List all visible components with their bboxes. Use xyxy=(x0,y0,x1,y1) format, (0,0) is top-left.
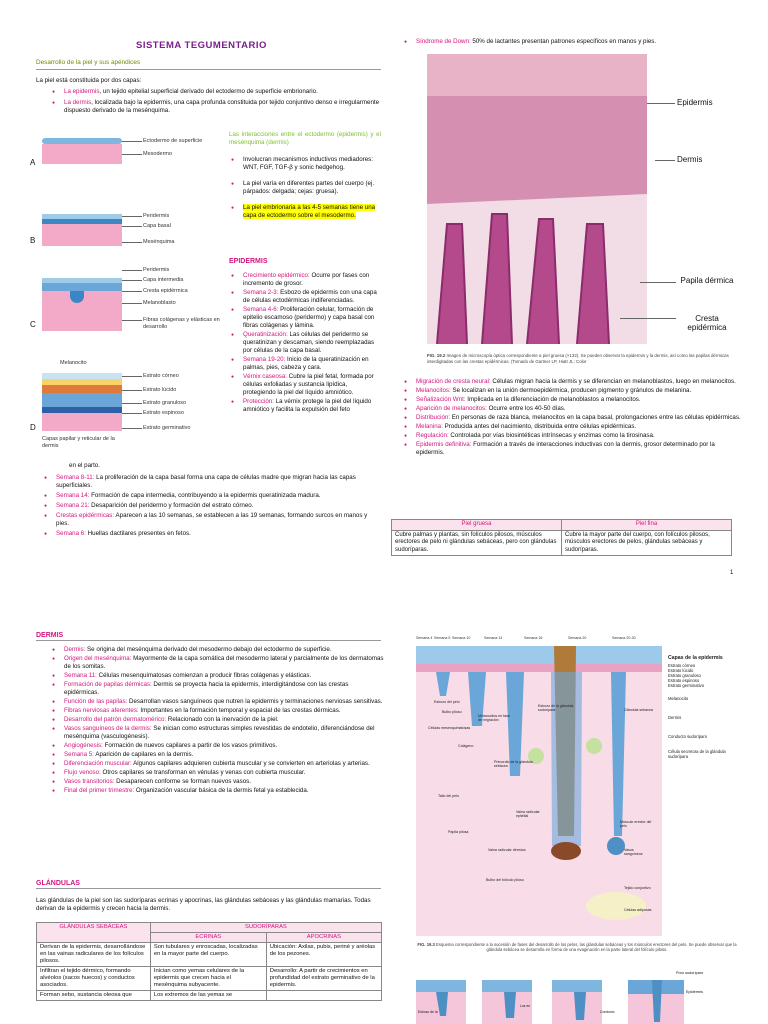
table-row xyxy=(37,967,382,991)
table-cell: Cubre la mayor parte del cuerpo, con folículos pilosos, músculos erectores de pelos, glándulas sebáceas y sudoríparas. xyxy=(562,530,732,556)
figure-label: Conducto sudoríparo xyxy=(668,734,708,739)
list-item: ● La piel varía en diferentes partes del cuerpo (ej. párpados: delgada; cejas: gruesa). xyxy=(229,180,381,196)
page-2 xyxy=(0,592,768,1024)
figure-label: Melanocito xyxy=(668,696,689,701)
list-item: ● Origen del mesénquima: Mayormente de la capa somática del mesodermo lateral y parcialmente de los dermatomas de los somitas. xyxy=(50,655,384,671)
diagram-label: Cresta epidérmica xyxy=(143,288,188,294)
table-cell xyxy=(266,991,381,1001)
interactions-title: Las interacciones entre el ectodermo (epidermis) y el mesénquima (dermis) xyxy=(229,131,381,146)
gland-development-figure xyxy=(416,972,686,1024)
list-item: ● Semana 11: Células mesenquimatosas comienzan a producir fibras colágenas y elásticas. xyxy=(50,672,384,680)
list-item: ● Vasos sanguíneos de la dermis: Se inician como estructuras simples revestidas de endotelio, diferenciándose del mesénquima (vasculogénesis). xyxy=(50,725,384,741)
diagram-letter: C xyxy=(30,320,36,329)
micrograph-caption: FIG. 19.2 Imagen de microscopía óptica correspondiente a piel gruesa (×132). Se pueden observar la epidermis y la dermis, así como las papilas dérmicas interdigitadas con las crestas epidérmicas. (Tomado de Gartner LP, Hiatt JL: Color xyxy=(427,353,729,364)
layers-list xyxy=(50,88,380,118)
week-label: Semana 20 xyxy=(568,636,587,640)
table-cell: Son tubulares y enroscadas, localizadas en la mayor parte del cuerpo. xyxy=(150,943,266,967)
diagram-label: Estrato germinativo xyxy=(143,425,191,431)
table-cell: Cubre palmas y plantas, sin folículos pilosos, músculos erectores de pelo ni glándulas sebáceas, pero con glándulas sudoríparas. xyxy=(392,530,562,556)
list-item: ● Flujo venoso: Otros capilares se transforman en vénulas y venas con cubierta muscular. xyxy=(50,769,384,777)
intro-text: La piel está constituida por dos capas: xyxy=(36,77,142,84)
list-item: ● Crestas epidérmicas: Aparecen a las 10 semanas, se establecen a las 19 semanas, formando surcos en manos y pies. xyxy=(42,512,382,528)
section-subtitle: Desarrollo de la piel y sus apéndices xyxy=(36,59,141,66)
divider xyxy=(36,640,381,641)
figure-label: Glándula sebácea xyxy=(624,708,653,712)
figure-label: Melanocitos en fase de migración xyxy=(478,714,510,723)
interactions-list xyxy=(229,156,381,223)
table-cell: Ubicación: Axilas, pubis, periné y aréolas de los pezones. xyxy=(266,943,381,967)
page-number: 1 xyxy=(730,570,734,576)
figure-label: Vasos sanguíneos xyxy=(624,848,643,857)
figure-label: Tallo del pelo xyxy=(438,794,459,798)
figure-label: Células adiposas xyxy=(624,908,652,912)
list-item: ● Vérnix caseosa: Cubre la piel fetal, formada por células exfoliadas y sustancia lipídica, protegiendo la piel del líquido amniótico. xyxy=(229,373,381,397)
list-item: ● Semana 21: Desaparición del peridermo y formación del estrato córneo. xyxy=(42,502,382,510)
list-item: ● Epidermis definitiva: Formación a través de interacciones inductivas con la dermis, grosor determinado por la epidermis. xyxy=(402,441,742,457)
diagram-label: Estrato granuloso xyxy=(143,400,187,406)
list-item: ● Síndrome de Down: 50% de lactantes presentan patrones específicos en manos y pies. xyxy=(402,38,742,46)
dermis-list xyxy=(50,646,384,796)
week-label: Semana 10 xyxy=(452,636,471,640)
list-item: ● Fibras nerviosas aferentes: Importantes en la formación temporal y espacial de las crestas dérmicas. xyxy=(50,707,384,715)
hair-figure-caption: FIG. 19.3 Esquema correspondiente a la sucesión de fases del desarrollo de los pelos, las glándulas sebáceas y los músculos erectores del pelo. Se puede observar que la glándula sebácea se desarrolla en forma de una evaginación en la parte lateral del folículo piloso. xyxy=(417,942,737,953)
glands-table xyxy=(36,922,382,1001)
page-title: SISTEMA TEGUMENTARIO xyxy=(136,40,267,51)
week-labels xyxy=(416,636,662,640)
continued-text: en el parto. xyxy=(69,462,100,469)
figure-label: Capas de la epidermis xyxy=(668,655,723,661)
list-item: ● Distribución: En personas de raza blanca, melanocitos en la capa basal, prolongaciones entre las células epidérmicas. xyxy=(402,414,742,422)
table-header: GLÁNDULAS SEBÁCEAS xyxy=(37,923,151,943)
table-cell: Derivan de la epidermis, desarrollándose en las vainas radiculares de los folículos pilosos. xyxy=(37,943,151,967)
figure-label: Músculo erector del pelo xyxy=(620,820,652,829)
list-item: ● Semana 6: Huellas dactilares presentes en fetos. xyxy=(42,530,382,538)
week-label: Semana 16 xyxy=(524,636,543,640)
diagram-letter: D xyxy=(30,423,36,432)
table-header: ECRINAS xyxy=(150,933,266,943)
micrograph-image xyxy=(427,54,647,344)
diagram-label: Melanoblasto xyxy=(143,300,176,306)
figure-label: Estrato córneo xyxy=(668,663,696,668)
table-cell: Los extremos de las yemas se xyxy=(150,991,266,1001)
diagram-label: Capa basal xyxy=(143,223,171,229)
list-item: ● Semana 14: Formación de capa intermedia, contribuyendo a la epidermis queratinizada madura. xyxy=(42,492,382,500)
figure-label: Esbozo del pelo xyxy=(434,700,460,704)
list-item: ● Vasos transitorios: Desaparecen conforme se forman nuevos vasos. xyxy=(50,778,384,786)
list-item: ● Angiogénesis: Formación de nuevos capilares a partir de los vasos primitivos. xyxy=(50,742,384,750)
diagram-label: Estrato espinoso xyxy=(143,410,184,416)
figure-label: Dermis xyxy=(668,715,682,720)
glands-intro: Las glándulas de la piel son las sudoríparas ecrinas y apocrinas, las glándulas sebáceas y las glándulas mamarias. Todas derivan de la epidermis y crecen hacia la dermis. xyxy=(36,897,371,912)
diagram-label: Ectodermo de superficie xyxy=(143,138,203,144)
list-item: ● La epidermis, un tejido epitelial superficial derivado del ectodermo de superficie embrionario. xyxy=(50,88,380,96)
diagram-label: Mesodermo xyxy=(143,151,173,157)
list-item: ● Función de las papilas: Desarrollan vasos sanguíneos que nutren la epidermis y terminaciones nerviosas sensitivas. xyxy=(50,698,384,706)
diagram-label: Estrato lúcido xyxy=(143,387,177,393)
list-item: ● Semana 19-20: Inicio de la queratinización en palmas, pies, cabeza y cara. xyxy=(229,356,381,372)
list-item: ● Crecimiento epidérmico: Ocurre por fases con incremento de grosor. xyxy=(229,272,381,288)
figure-label: Colágeno xyxy=(458,744,474,748)
figure-label: Estrato granuloso xyxy=(668,673,701,678)
list-item: ● La piel embrionaria a las 4-5 semanas tiene una capa de ectodermo sobre el mesodermo. xyxy=(229,204,381,220)
epidermis-list xyxy=(229,272,381,415)
diagram-label: Peridermis xyxy=(143,267,170,273)
figure-label: Bulbo del folículo piloso xyxy=(486,878,524,882)
gland-development-image xyxy=(416,972,686,1024)
figure-label: Esbozo de la glándula sudorípara xyxy=(538,704,574,713)
glands-title: GLÁNDULAS xyxy=(36,880,80,887)
list-item: ● Diferenciación muscular: Algunos capilares adquieren cubierta muscular y se convierten en arteriolas y arterias. xyxy=(50,760,384,768)
figure-label: Primordio de la glándula sebácea xyxy=(494,760,533,769)
table-header: APOCRINAS xyxy=(266,933,381,943)
micro-label: Cresta epidérmica xyxy=(687,314,727,332)
micro-label: Dermis xyxy=(677,155,703,164)
micro-label: Papila dérmica xyxy=(680,276,734,285)
week-label: Semana 5 xyxy=(434,636,451,640)
week-label: Semana 14 xyxy=(484,636,503,640)
figure-label: Luz en xyxy=(520,1004,531,1008)
epidermis-title: EPIDERMIS xyxy=(229,258,268,265)
list-item: ● Regulación: Controlada por vías biosintéticas intrínsecas y enzimas como la tirosinasa. xyxy=(402,432,742,440)
skin-type-table xyxy=(391,519,732,556)
hair-labels-left xyxy=(428,700,668,930)
hair-labels-right xyxy=(668,656,738,759)
divider xyxy=(36,888,381,889)
figure-label: Estrato germinativo xyxy=(668,683,705,688)
table-header: Piel gruesa xyxy=(392,520,562,531)
figure-label: Célula secretora de la glándula sudorípara xyxy=(668,749,726,759)
dermis-title: DERMIS xyxy=(36,632,64,639)
list-item: ● Semana 4-6: Proliferación celular, formación de epitelio escamoso (peridermo) y capa basal con fibras colágenas y lámina. xyxy=(229,306,381,330)
micrograph xyxy=(427,54,647,344)
figure-label: Vaina radicular epitelial xyxy=(516,810,540,819)
micro-label: Epidermis xyxy=(677,98,713,107)
epidermis-list-2 xyxy=(42,474,382,540)
list-item: ● Aparición de melanocitos: Ocurre entre los 40-50 días. xyxy=(402,405,742,413)
figure-label: Bulbo piloso xyxy=(442,710,462,714)
list-item: ● Final del primer trimestre: Organización vascular básica de la dermis fetal ya establecida. xyxy=(50,787,384,795)
list-item: ● Formación de papilas dérmicas: Dermis se proyecta hacia la epidermis, interdigitándose con las crestas epidérmicas. xyxy=(50,681,384,697)
diagram-letter: A xyxy=(30,158,36,167)
week-label: Semana 4 xyxy=(416,636,433,640)
list-item: ● Dermis: Se origina del mesénquima derivado del mesodermo debajo del ectodermo de superficie. xyxy=(50,646,384,654)
list-item: ● Melanina: Producida antes del nacimiento, distribuida entre células epidérmicas. xyxy=(402,423,742,431)
diagram-label: Mesénquima xyxy=(143,239,175,245)
list-item: ● Involucran mecanismos inductivos mediadores: WNT, FGF, TGF-β y sonic hedgehog. xyxy=(229,156,381,172)
figure-label: Vaina radicular dérmica xyxy=(488,848,526,852)
figure-label: Esbozo de la xyxy=(418,1010,438,1014)
figure-label: Epidermis xyxy=(686,990,703,994)
figure-label: Estrato lúcido xyxy=(668,668,694,673)
diagram-label: Melanocito xyxy=(60,360,87,366)
figure-label: Estrato espinoso xyxy=(668,678,700,683)
list-item: ● Migración de cresta neural: Células migran hacia la dermis y se diferencian en melanoblastos, luego en melanocitos. xyxy=(402,378,742,386)
table-cell: Desarrollo: A partir de crecimientos en profundidad del estrato germinativo de la epidermis. xyxy=(266,967,381,991)
table-cell: Inician como yemas celulares de la epidermis que crecen hacia el mesénquima subyacente. xyxy=(150,967,266,991)
list-item: ● Semana 5: Aparición de capilares en la dermis. xyxy=(50,751,384,759)
table-header: Piel fina xyxy=(562,520,732,531)
figure-label: Papila pilosa xyxy=(448,830,469,834)
diagram-label: Fibras colágenas y elásticas en desarrollo xyxy=(143,317,220,330)
table-cell: Infiltran el tejido dérmico, formando alvéolos (sacos huecos) y conductos asociados. xyxy=(37,967,151,991)
table-row xyxy=(37,943,382,967)
skin-development-diagram xyxy=(30,128,230,458)
table-cell: Forman sebo, sustancia oleosa que xyxy=(37,991,151,1001)
list-item: ● La dermis, localizada bajo la epidermis, una capa profunda constituida por tejido conjuntivo denso e irregularmente dispuesto derivado de la mesénquima. xyxy=(50,99,380,115)
list-item: ● Semana 8-11: La proliferación de la capa basal forma una capa de células madre que migran hacia las capas superficiales. xyxy=(42,474,382,490)
down-syndrome xyxy=(402,38,742,49)
list-item: ● Señalización Wnt: Implicada en la diferenciación de melanoblastos a melanocitos. xyxy=(402,396,742,404)
figure-label: Tejido conjuntivo xyxy=(624,886,651,890)
week-label: Semana 20-30 xyxy=(612,636,636,640)
diagram-label: Capas papilar y reticular de la dermis xyxy=(42,436,115,449)
figure-label: Conducto xyxy=(600,1010,615,1014)
divider xyxy=(36,69,381,70)
list-item: ● Semana 2-3: Esbozo de epidermis con una capa de células ectodérmicas indiferenciadas. xyxy=(229,289,381,305)
table-header: SUDORÍPARAS xyxy=(150,923,381,933)
list-item: ● Melanocitos: Se localizan en la unión dermoepidérmica, producen pigmento y gránulos de melanina. xyxy=(402,387,742,395)
diagram-label: Capa intermedia xyxy=(143,277,184,283)
diagram-letter: B xyxy=(30,236,36,245)
figure-label: Poro sudoríparo xyxy=(676,971,704,975)
diagram-label: Estrato córneo xyxy=(143,373,179,379)
list-item: ● Protección: La vérnix protege la piel del líquido amniótico y facilita la expulsión del feto xyxy=(229,398,381,414)
melanocyte-list xyxy=(402,378,742,458)
figure-label: Células mesenquimatosas xyxy=(428,726,471,730)
list-item: ● Queratinización: Las células del peridermo se queratinizan y descaman, siendo reemplazadas por células de la capa basal. xyxy=(229,331,381,355)
diagram-label: Peridermis xyxy=(143,213,170,219)
list-item: ● Desarrollo del patrón dermatomérico: Relacionado con la inervación de la piel. xyxy=(50,716,384,724)
table-row xyxy=(37,991,382,1001)
